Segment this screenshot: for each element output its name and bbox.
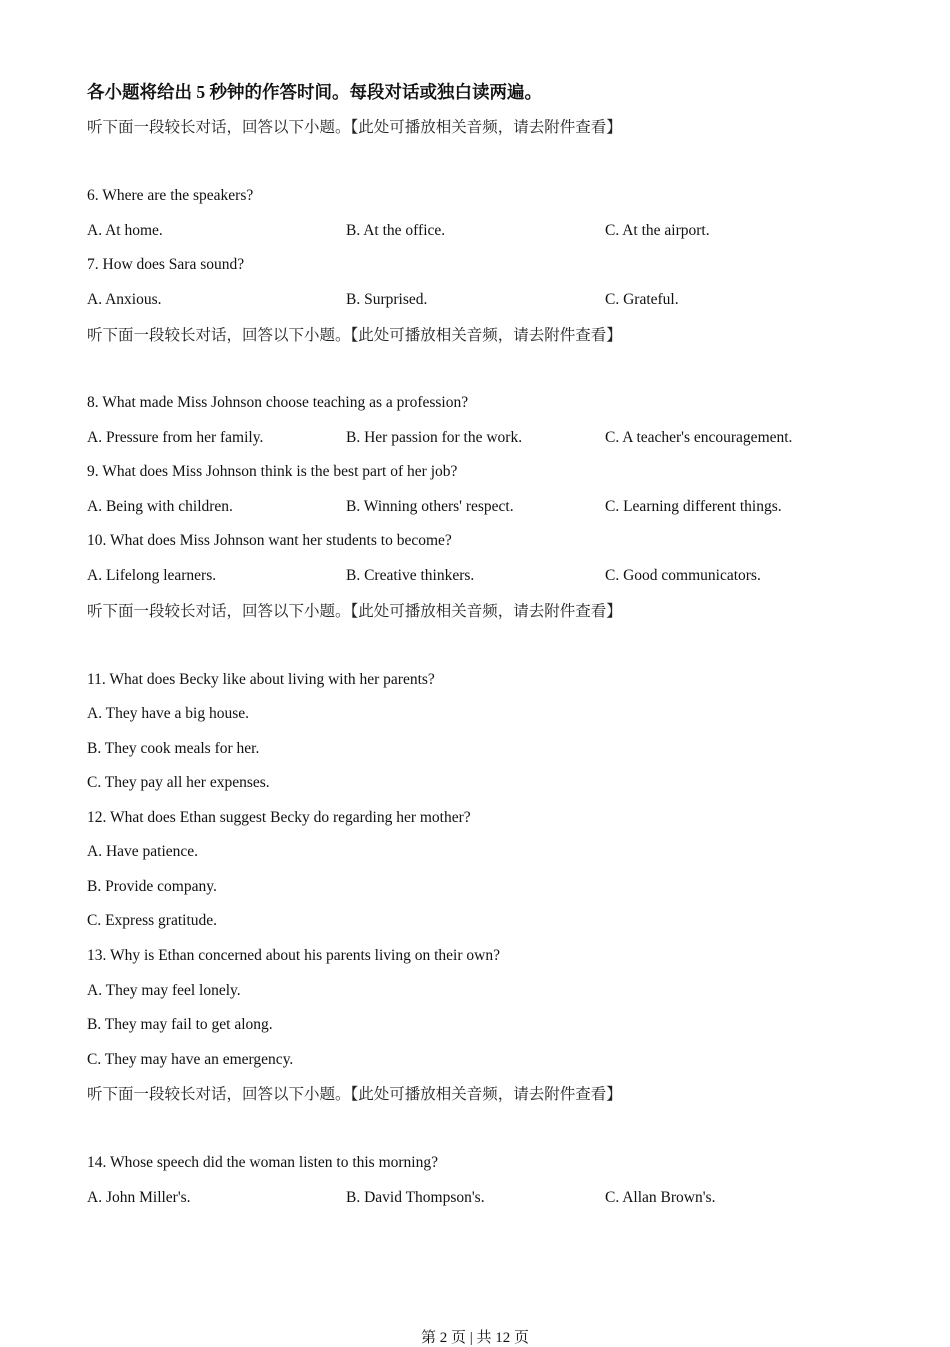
q10-option-c: C. Good communicators. bbox=[605, 567, 761, 584]
q13-option-c: C. They may have an emergency. bbox=[87, 1051, 294, 1068]
page-footer: 第 2 页 | 共 12 页 bbox=[420, 1330, 529, 1346]
q13-option-a: A. They may feel lonely. bbox=[87, 982, 241, 999]
q14-option-a: A. John Miller's. bbox=[87, 1189, 191, 1206]
q8-option-c: C. A teacher's encouragement. bbox=[605, 429, 793, 446]
question-10: 10. What does Miss Johnson want her students to become? bbox=[87, 532, 452, 549]
question-8: 8. What made Miss Johnson choose teaching as a profession? bbox=[87, 394, 469, 411]
q9-option-c: C. Learning different things. bbox=[605, 498, 782, 515]
q11-option-c: C. They pay all her expenses. bbox=[87, 774, 270, 791]
q8-option-a: A. Pressure from her family. bbox=[87, 429, 264, 446]
q8-option-b: B. Her passion for the work. bbox=[346, 429, 523, 446]
q7-option-b: B. Surprised. bbox=[346, 291, 428, 308]
section-note-2: 听下面一段较长对话，回答以下小题。【此处可播放相关音频，请去附件查看】 bbox=[87, 327, 622, 344]
q12-option-a: A. Have patience. bbox=[87, 843, 199, 860]
question-6: 6. Where are the speakers? bbox=[87, 187, 254, 204]
q13-option-b: B. They may fail to get along. bbox=[87, 1016, 273, 1033]
question-9: 9. What does Miss Johnson think is the best part of her job? bbox=[87, 463, 458, 480]
question-12: 12. What does Ethan suggest Becky do regarding her mother? bbox=[87, 809, 471, 826]
section-note-4: 听下面一段较长对话，回答以下小题。【此处可播放相关音频，请去附件查看】 bbox=[87, 1086, 622, 1103]
q6-option-b: B. At the office. bbox=[346, 222, 446, 239]
q11-option-a: A. They have a big house. bbox=[87, 705, 249, 722]
q6-option-c: C. At the airport. bbox=[605, 222, 710, 239]
q10-option-b: B. Creative thinkers. bbox=[346, 567, 475, 584]
q7-option-c: C. Grateful. bbox=[605, 291, 679, 308]
q12-option-c: C. Express gratitude. bbox=[87, 912, 218, 929]
header-instruction: 各小题将给出 5 秒钟的作答时间。每段对话或独白读两遍。 bbox=[87, 82, 542, 102]
q14-option-b: B. David Thompson's. bbox=[346, 1189, 485, 1206]
q9-option-a: A. Being with children. bbox=[87, 498, 233, 515]
q10-option-a: A. Lifelong learners. bbox=[87, 567, 217, 584]
q12-option-b: B. Provide company. bbox=[87, 878, 217, 895]
question-7: 7. How does Sara sound? bbox=[87, 256, 245, 273]
section-note-1: 听下面一段较长对话，回答以下小题。【此处可播放相关音频，请去附件查看】 bbox=[87, 119, 622, 136]
section-note-3: 听下面一段较长对话，回答以下小题。【此处可播放相关音频，请去附件查看】 bbox=[87, 603, 622, 620]
q11-option-b: B. They cook meals for her. bbox=[87, 740, 260, 757]
q14-option-c: C. Allan Brown's. bbox=[605, 1189, 716, 1206]
question-11: 11. What does Becky like about living with her parents? bbox=[87, 671, 435, 688]
question-13: 13. Why is Ethan concerned about his parents living on their own? bbox=[87, 947, 500, 964]
q9-option-b: B. Winning others' respect. bbox=[346, 498, 514, 515]
question-14: 14. Whose speech did the woman listen to this morning? bbox=[87, 1154, 438, 1171]
q7-option-a: A. Anxious. bbox=[87, 291, 162, 308]
q6-option-a: A. At home. bbox=[87, 222, 163, 239]
